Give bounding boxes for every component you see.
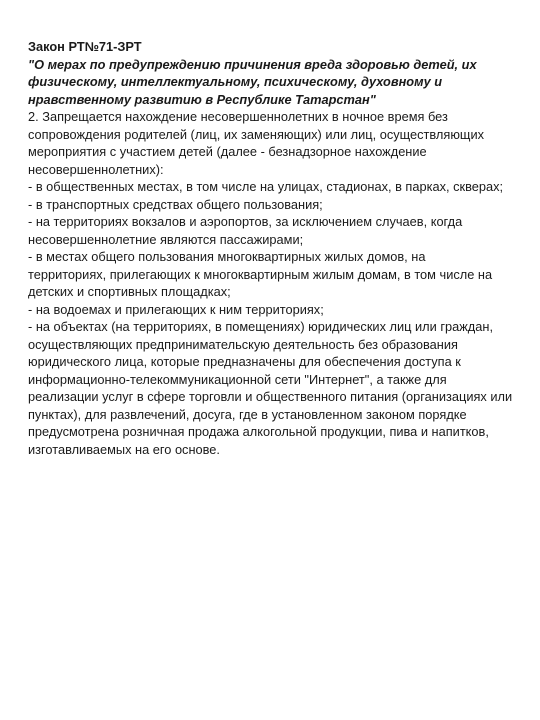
body-line: осуществляющих предпринимательскую деятельность без образования bbox=[28, 336, 458, 352]
body-line: - на территориях вокзалов и аэропортов, за исключением случаев, когда bbox=[28, 214, 463, 229]
body-line: - в местах общего пользования многоквартирных жилых домов, на bbox=[28, 249, 426, 264]
body-line: изготавливаемых на его основе. bbox=[28, 441, 220, 457]
body-line: мероприятия с участием детей (далее - безнадзорное нахождение bbox=[28, 144, 427, 159]
document-page bbox=[28, 38, 518, 458]
body-line: территориях, прилегающих к многоквартирным жилым домам, в том числе на bbox=[28, 266, 493, 282]
body-line: - на объектах (на территориях, в помещениях) юридических лиц или граждан, bbox=[28, 319, 494, 334]
law-title-line: физическому, интеллектуальному, психическому, духовному и bbox=[28, 74, 443, 89]
body-line: информационно-телекоммуникационной сети "Интернет", а также для bbox=[28, 371, 447, 387]
body-line: несовершеннолетние являются пассажирами; bbox=[28, 231, 304, 247]
law-number: Закон РТ№71-ЗРТ bbox=[28, 39, 142, 54]
body-line: юридического лица, которые предназначены для обеспечения доступа к bbox=[28, 354, 461, 369]
law-title-line: нравственному развитию в Республике Татарстан" bbox=[28, 91, 376, 107]
body-line: 2. Запрещается нахождение несовершеннолетних в ночное время без bbox=[28, 109, 448, 124]
body-line: предусмотрена розничная продажа алкогольной продукции, пива и напитков, bbox=[28, 424, 489, 439]
body-line: - на водоемах и прилегающих к ним территориях; bbox=[28, 301, 324, 317]
body-line: - в общественных местах, в том числе на улицах, стадионах, в парках, скверах; bbox=[28, 179, 504, 194]
law-title-line: "О мерах по предупреждению причинения вреда здоровью детей, их bbox=[28, 56, 477, 72]
body-line: несовершеннолетних): bbox=[28, 161, 164, 177]
body-line: - в транспортных средствах общего пользования; bbox=[28, 196, 323, 212]
body-line: детских и спортивных площадках; bbox=[28, 284, 231, 299]
body-line: реализации услуг в сфере торговли и общественного питания (организациях или bbox=[28, 389, 513, 404]
body-line: сопровождения родителей (лиц, их заменяющих) или лиц, осуществляющих bbox=[28, 126, 484, 142]
body-line: пунктах), для развлечений, досуга, где в установленном законом порядке bbox=[28, 406, 467, 422]
